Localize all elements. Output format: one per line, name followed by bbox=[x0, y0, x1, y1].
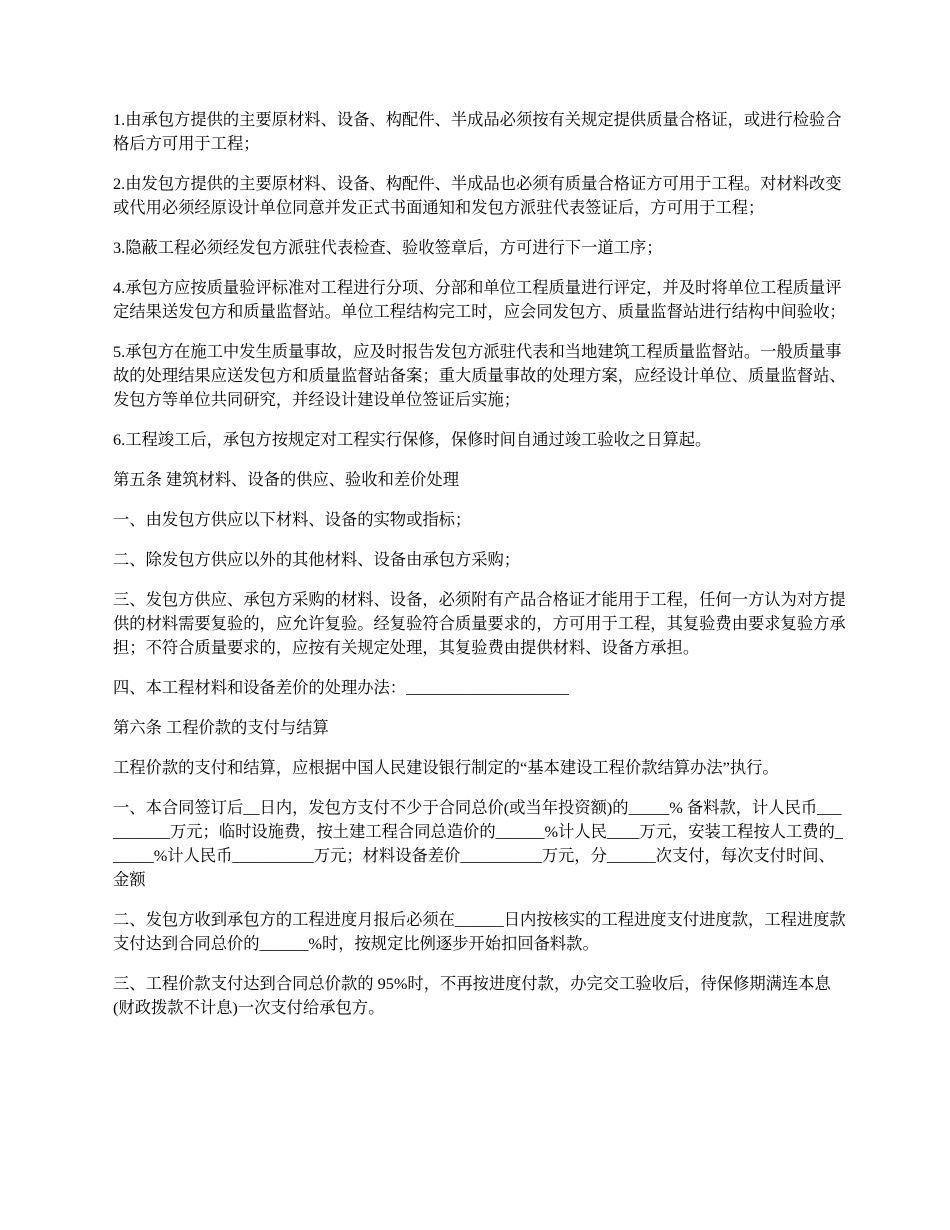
clause-1-paragraph: 1.由承包方提供的主要原材料、设备、构配件、半成品必须按有关规定提供质量合格证，或进行检验合格后方可用于工程； bbox=[113, 110, 842, 153]
clause-4-paragraph: 4.承包方应按质量验评标准对工程进行分项、分部和单位工程质量进行评定，并及时将单位工程质量评定结果送发包方和质量监督站。单位工程结构完工时，应会同发包方、质量监督站进行结构中间验收； bbox=[113, 278, 846, 321]
clause-2-paragraph: 2.由发包方提供的主要原材料、设备、构配件、半成品也必须有质量合格证方可用于工程。对材料改变或代用必须经原设计单位同意并发正式书面通知和发包方派驻代表签证后，方可用于工程； bbox=[113, 174, 842, 217]
article-6-heading: 第六条 工程价款的支付与结算 bbox=[113, 718, 329, 737]
article-6-intro: 工程价款的支付和结算，应根据中国人民建设银行制定的“基本建设工程价款结算办法”执行。 bbox=[113, 758, 779, 777]
article-5-item-4: 四、本工程材料和设备差价的处理办法：____________________ bbox=[113, 678, 569, 697]
article-6-item-3: 三、工程价款支付达到合同总价款的 95%时，不再按进度付款，办完交工验收后，待保修期满连本息(财政拨款不计息)一次支付给承包方。 bbox=[113, 974, 831, 1017]
article-5-item-1: 一、由发包方供应以下材料、设备的实物或指标； bbox=[113, 510, 472, 529]
article-5-heading: 第五条 建筑材料、设备的供应、验收和差价处理 bbox=[113, 470, 459, 489]
clause-6-paragraph: 6.工程竣工后，承包方按规定对工程实行保修，保修时间自通过竣工验收之日算起。 bbox=[113, 430, 712, 449]
document-body bbox=[113, 108, 848, 1036]
article-5-item-3: 三、发包方供应、承包方采购的材料、设备，必须附有产品合格证才能用于工程，任何一方认为对方提供的材料需要复验的，应允许复验。经复验符合质量要求的，方可用于工程，其复验费由要求复验方承担；不符合质量要求的，应按有关规定处理，其复验费由提供材料、设备方承担。 bbox=[113, 590, 846, 657]
article-6-item-1: 一、本合同签订后__日内，发包方支付不少于合同总价(或当年投资额)的_____% 备料款，计人民币__________万元；临时设施费，按土建工程合同总造价的______%计人民____万元，安装工程按人工费的______%计人民币__________万元；材料设备差价__________万元，分______次支付，每次支付时间、金额 bbox=[113, 798, 843, 889]
article-6-item-2: 二、发包方收到承包方的工程进度月报后必须在______日内按核实的工程进度支付进度款，工程进度款支付达到合同总价的______%时，按规定比例逐步开始扣回备料款。 bbox=[113, 910, 846, 953]
article-5-item-2: 二、除发包方供应以外的其他材料、设备由承包方采购； bbox=[113, 550, 521, 569]
clause-5-paragraph: 5.承包方在施工中发生质量事故，应及时报告发包方派驻代表和当地建筑工程质量监督站。一般质量事故的处理结果应送发包方和质量监督站备案；重大质量事故的处理方案，应经设计单位、质量监督站、发包方等单位共同研究，并经设计建设单位签证后实施； bbox=[113, 342, 846, 409]
clause-3-paragraph: 3.隐蔽工程必须经发包方派驻代表检查、验收签章后，方可进行下一道工序； bbox=[113, 238, 663, 257]
